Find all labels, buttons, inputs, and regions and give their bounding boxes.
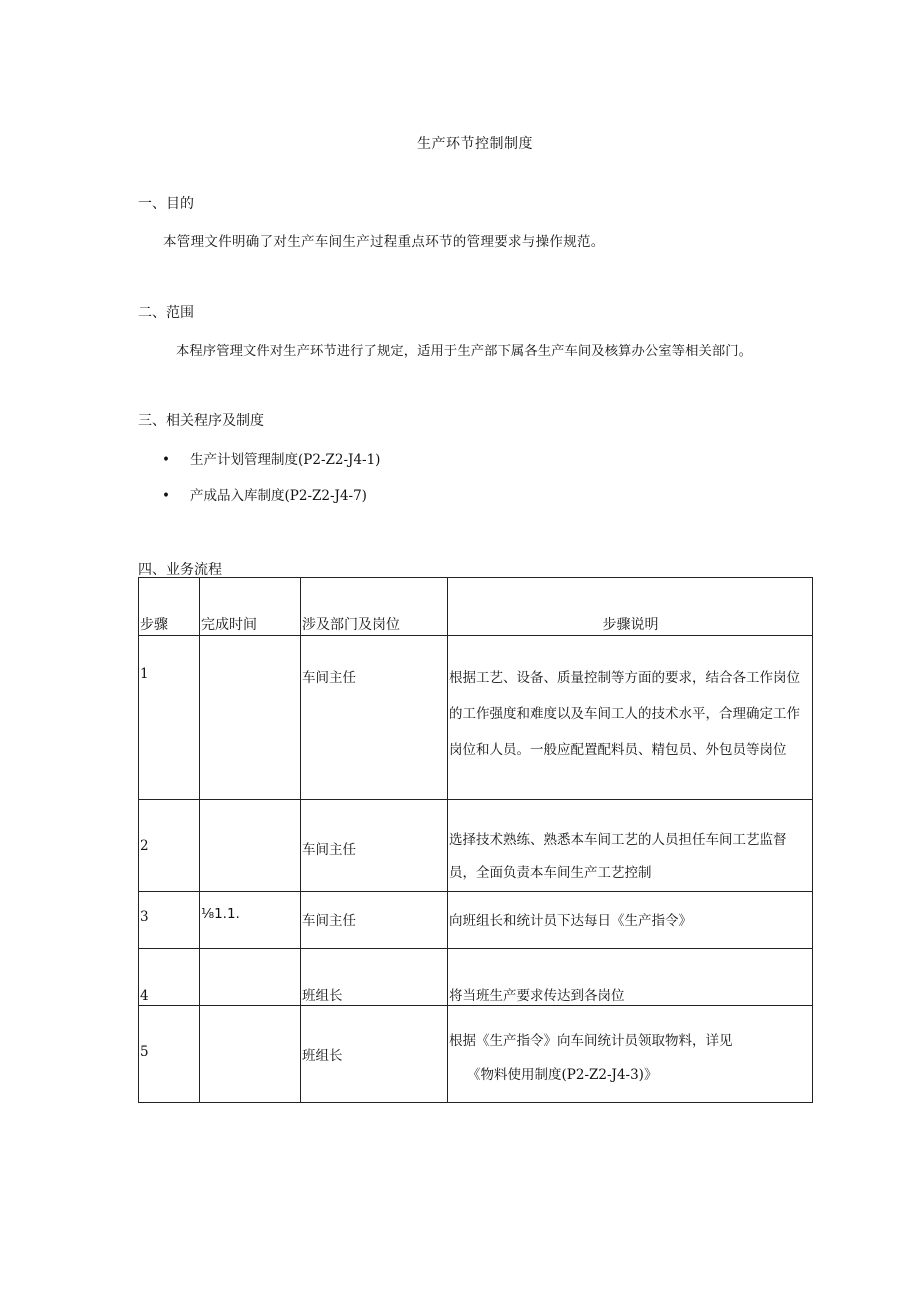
step-cell: 4 xyxy=(139,949,200,1006)
related-item-text: 产成品入库制度(P2-Z2-J4-7) xyxy=(190,488,367,504)
desc-cell xyxy=(448,636,813,800)
desc-text: 根据工艺、设备、质量控制等方面的要求，结合各工作岗位的工作强度和难度以及车间工人的技术水平，合理确定工作岗位和人员。一般应配置配料员、精包员、外包员等岗位 xyxy=(449,670,800,758)
table-header-row xyxy=(139,578,813,636)
document-title: 生产环节控制制度 xyxy=(417,136,533,152)
desc-cell xyxy=(448,800,813,892)
time-cell xyxy=(200,949,301,1006)
bullet-icon: • xyxy=(162,488,170,504)
section-heading-scope: 二、范围 xyxy=(138,305,194,321)
table-row xyxy=(139,800,813,892)
column-header-step: 步骤 xyxy=(139,578,200,636)
time-cell xyxy=(200,636,301,800)
time-cell xyxy=(200,1006,301,1103)
dept-cell: 车间主任 xyxy=(301,636,448,800)
section-heading-purpose: 一、目的 xyxy=(138,196,194,212)
step-cell: 2 xyxy=(139,800,200,892)
column-header-desc: 步骤说明 xyxy=(448,578,813,636)
dept-cell: 车间主任 xyxy=(301,892,448,949)
table-row xyxy=(139,636,813,800)
table-row xyxy=(139,949,813,1006)
step-cell: 3 xyxy=(139,892,200,949)
bullet-icon: • xyxy=(162,452,170,468)
process-table xyxy=(138,577,813,1103)
step-cell: 1 xyxy=(139,636,200,800)
desc-text: 选择技术熟练、熟悉本车间工艺的人员担任车间工艺监督员，全面负责本车间生产工艺控制 xyxy=(449,832,787,881)
related-item-text: 生产计划管理制度(P2-Z2-J4-1) xyxy=(190,452,381,468)
desc-text-reference: 《物料使用制度(P2-Z2-J4-3)》 xyxy=(467,1067,658,1083)
section-heading-related: 三、相关程序及制度 xyxy=(138,413,264,429)
desc-text: 根据《生产指令》向车间统计员领取物料，详见 xyxy=(449,1033,733,1049)
table-row xyxy=(139,892,813,949)
purpose-text: 本管理文件明确了对生产车间生产过程重点环节的管理要求与操作规范。 xyxy=(163,234,605,250)
time-cell: ⅛1.1. xyxy=(200,892,301,949)
related-item xyxy=(162,448,380,468)
dept-cell: 班组长 xyxy=(301,949,448,1006)
desc-cell xyxy=(448,1006,813,1103)
dept-cell: 车间主任 xyxy=(301,800,448,892)
related-item xyxy=(162,484,367,504)
table-row xyxy=(139,1006,813,1103)
section-heading-process: 四、业务流程 xyxy=(138,562,222,578)
step-cell: 5 xyxy=(139,1006,200,1103)
desc-cell: 向班组长和统计员下达每日《生产指令》 xyxy=(448,892,813,949)
column-header-dept: 涉及部门及岗位 xyxy=(301,578,448,636)
time-cell xyxy=(200,800,301,892)
column-header-time: 完成时间 xyxy=(200,578,301,636)
scope-text: 本程序管理文件对生产环节进行了规定，适用于生产部下属各生产车间及核算办公室等相关部门。 xyxy=(176,344,753,359)
dept-cell: 班组长 xyxy=(301,1006,448,1103)
desc-cell: 将当班生产要求传达到各岗位 xyxy=(448,949,813,1006)
